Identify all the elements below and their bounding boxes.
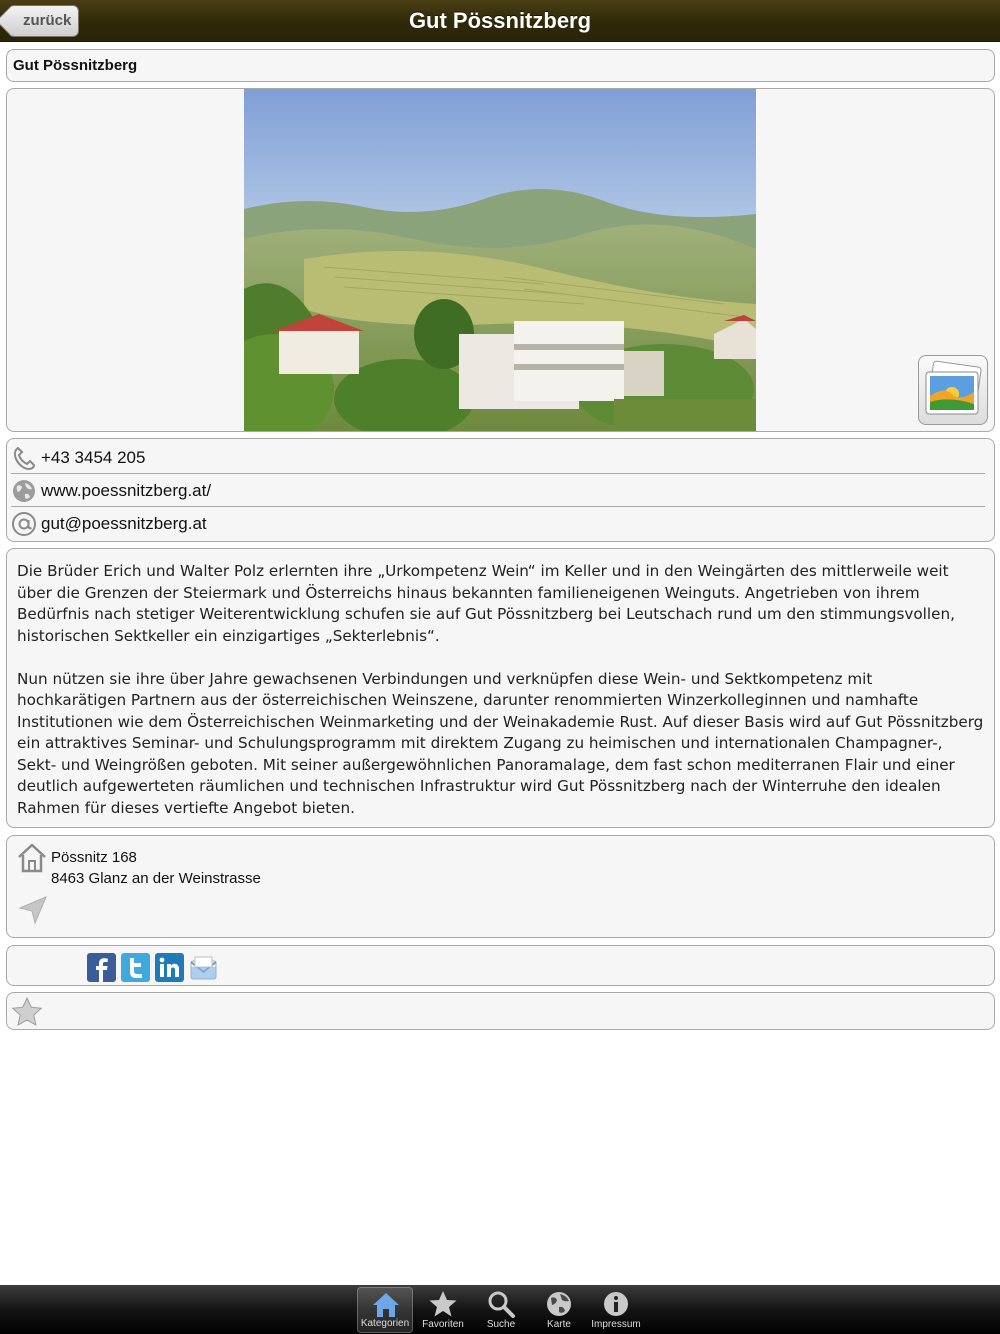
- address-lines: [51, 847, 261, 889]
- navigation-bar: [0, 0, 1000, 42]
- page-title: Gut Pössnitzberg: [408, 8, 592, 33]
- house-icon: [16, 842, 48, 874]
- favorite-card: [6, 992, 995, 1030]
- address-street: Pössnitz 168: [51, 849, 137, 866]
- at-sign-icon: [11, 511, 37, 537]
- image-card: [6, 88, 995, 432]
- star-icon: [428, 1290, 458, 1318]
- tab-label: Impressum: [591, 1319, 641, 1330]
- description-text: [17, 561, 984, 841]
- tab-label: Kategorien: [360, 1318, 410, 1329]
- website-row[interactable]: [7, 474, 994, 507]
- phone-number: +43 3454 205: [41, 448, 146, 467]
- tab-impressum[interactable]: [588, 1287, 644, 1333]
- globe-icon: [544, 1290, 574, 1318]
- info-icon: [601, 1290, 631, 1318]
- vineyard-photo[interactable]: [244, 89, 756, 431]
- entry-name: Gut Pössnitzberg: [13, 57, 138, 74]
- share-card: [6, 945, 995, 986]
- mail-icon[interactable]: [189, 953, 218, 982]
- description-card: [6, 548, 995, 828]
- back-button[interactable]: [8, 5, 79, 37]
- globe-icon: [11, 478, 37, 504]
- tab-suche[interactable]: [473, 1287, 529, 1333]
- tab-label: Favoriten: [422, 1319, 464, 1330]
- description-paragraph: Nun nützen sie ihre über Jahre gewachsenen Verbindungen und verknüpfen diese Wein- und Sektkompetenz mit hochkarätigen Partnern aus der österreichischen Weinszene, darunter renommierten Winzerkolleginnen und namhafte Institutionen wie dem Österreichischen Weinmarketing und der Weinakademie Rust. Auf dieser Basis wird auf Gut Pössnitzberg ein attraktives Seminar- und Schulungsprogramm mit direktem Zugang zu heimischen und internationalen Champagner-, Sekt- und Weingrößen geboten. Mit seiner außergewöhnlichen Panoramalage, dem fast schon mediterranen Flair und einer deutlich aufgewerteten räumlichen und technischen Infrastruktur wird Gut Pössnitzberg nach der Winterruhe den idealen Rahmen für dieses vertiefte Angebot bieten.: [17, 669, 984, 817]
- navigation-arrow-icon[interactable]: [16, 893, 50, 927]
- gallery-icon: [919, 356, 987, 424]
- phone-icon: [11, 445, 37, 471]
- favorite-star-icon[interactable]: [11, 996, 43, 1028]
- contact-card: [6, 438, 995, 542]
- address-city: 8463 Glanz an der Weinstrasse: [51, 870, 261, 887]
- email-row[interactable]: [7, 507, 994, 540]
- search-icon: [486, 1290, 516, 1318]
- linkedin-icon[interactable]: [155, 953, 184, 982]
- description-paragraph: Die Brüder Erich und Walter Polz erlernten ihre „Urkompetenz Wein“ im Keller und in den Weingärten des mittlerweile weit über die Grenzen der Steiermark und Österreichs hinaus bekannten familieneigenen Weinguts. Angetrieben von ihrem Bedürfnis nach stetiger Weiterentwicklung schufen sie auf Gut Pössnitzberg bei Leutschach rund um den stimmungsvollen, historischen Sektkeller ein einzigartiges „Sekterlebnis“.: [17, 562, 955, 645]
- tab-karte[interactable]: [531, 1287, 587, 1333]
- tab-bar: [0, 1285, 1000, 1334]
- tab-kategorien[interactable]: [357, 1287, 413, 1333]
- address-card: [6, 835, 995, 938]
- twitter-icon[interactable]: [121, 953, 150, 982]
- email-link: gut@poessnitzberg.at: [41, 514, 207, 533]
- phone-row[interactable]: [7, 441, 994, 474]
- tab-favoriten[interactable]: [415, 1287, 471, 1333]
- facebook-icon[interactable]: [87, 953, 116, 982]
- entry-title-card: [6, 49, 995, 82]
- tab-label: Karte: [547, 1319, 571, 1330]
- house-icon: [371, 1291, 401, 1319]
- tab-label: Suche: [486, 1319, 516, 1330]
- gallery-button[interactable]: [918, 355, 988, 425]
- website-link: www.poessnitzberg.at/: [41, 481, 212, 500]
- back-button-label: zurück: [23, 12, 72, 29]
